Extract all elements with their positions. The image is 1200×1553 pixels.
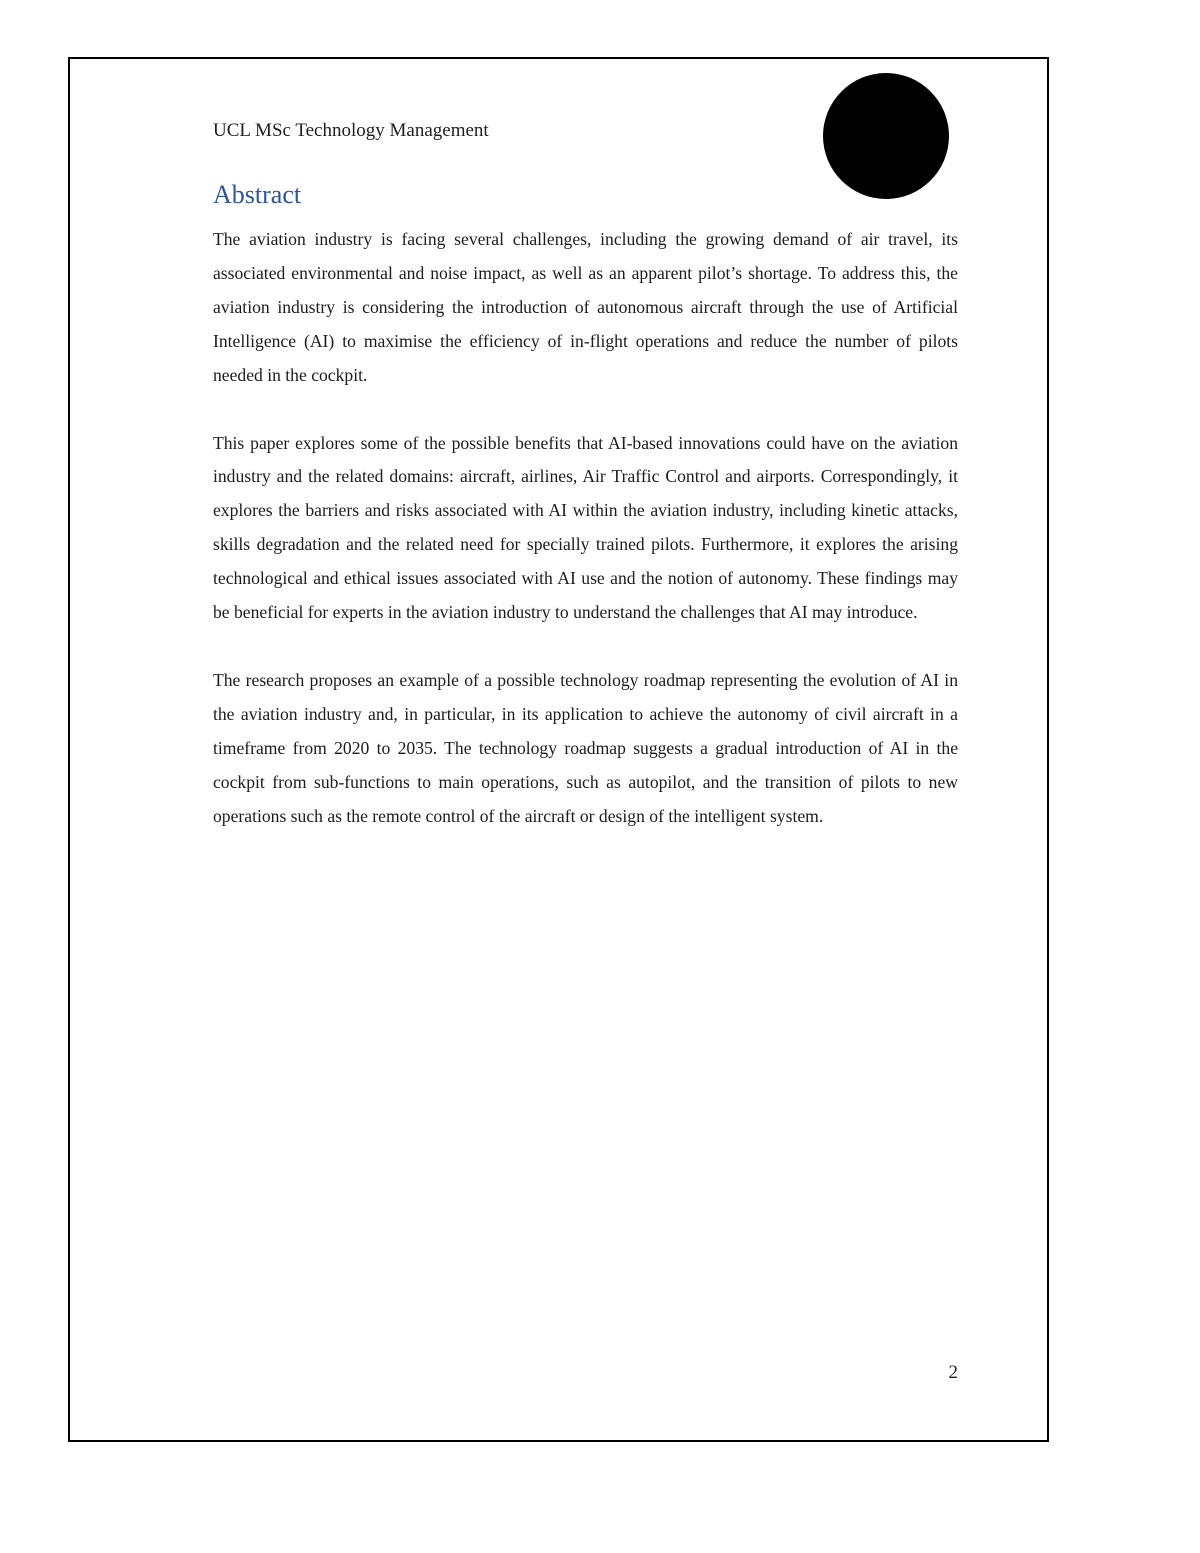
abstract-paragraph-3: The research proposes an example of a possible technology roadmap representing the evolution of AI in the aviation industry and, in particular, in its application to achieve the autonomy of civil aircraft in a timeframe from 2020 to 2035. The technology roadmap suggests a gradual introduction of AI in the cockpit from sub-functions to main operations, such as autopilot, and the transition of pilots to new operations such as the remote control of the aircraft or design of the intelligent system. bbox=[213, 669, 958, 826]
abstract-body bbox=[213, 223, 958, 868]
page-number: 2 bbox=[948, 1362, 958, 1383]
abstract-paragraph-1: The aviation industry is facing several challenges, including the growing demand of air travel, its associated environmental and noise impact, as well as an apparent pilot’s shortage. To address this, the aviation industry is considering the introduction of autonomous aircraft through the use of Artificial Intelligence (AI) to maximise the efficiency of in-flight operations and reduce the number of pilots needed in the cockpit. bbox=[213, 229, 958, 385]
abstract-paragraph-2: This paper explores some of the possible benefits that AI-based innovations could have on the aviation industry and the related domains: aircraft, airlines, Air Traffic Control and airports. Correspondingly, it explores the barriers and risks associated with AI within the aviation industry, including kinetic attacks, skills degradation and the related need for specially trained pilots. Furthermore, it explores the arising technological and ethical issues associated with AI use and the notion of autonomy. These findings may be beneficial for experts in the aviation industry to understand the challenges that AI may introduce. bbox=[213, 432, 958, 623]
redaction-circle bbox=[823, 73, 949, 199]
document-page bbox=[68, 57, 1049, 1442]
running-header: UCL MSc Technology Management bbox=[213, 120, 489, 141]
section-heading: Abstract bbox=[213, 180, 302, 209]
